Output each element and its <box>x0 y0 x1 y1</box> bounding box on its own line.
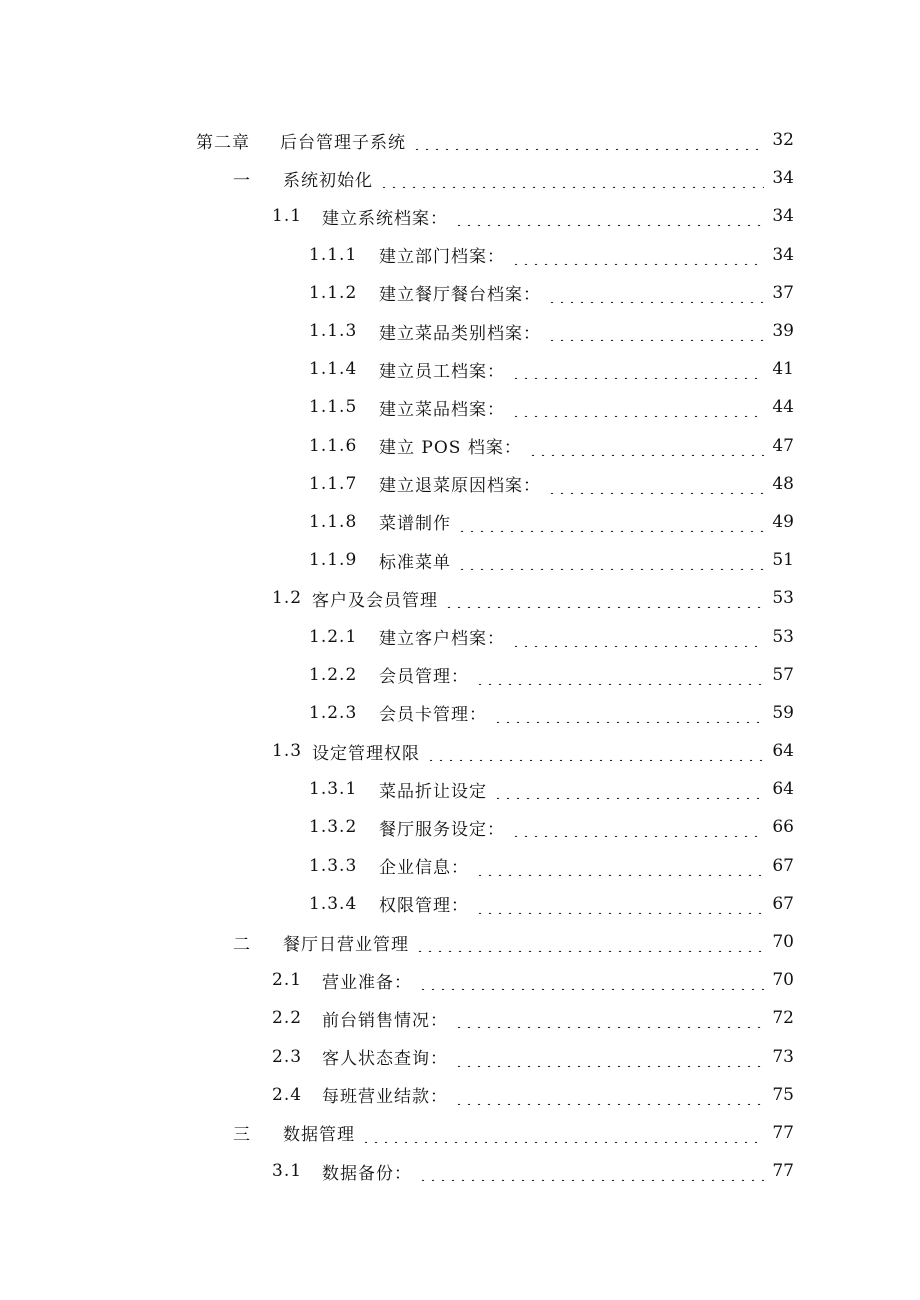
toc-entry[interactable] <box>0 999 920 1037</box>
toc-entry-page-number: 34 <box>772 244 794 265</box>
toc-entry[interactable] <box>0 1076 920 1114</box>
dot-leader <box>511 359 764 379</box>
toc-entry-number: 1.3.2 <box>309 817 358 838</box>
toc-entry-title: 营业准备： <box>322 972 412 993</box>
toc-entry-title: 建立菜品类别档案： <box>379 323 541 344</box>
dot-leader <box>511 397 764 417</box>
toc-entry-number: 1.2 <box>272 588 303 609</box>
dot-leader <box>528 436 764 456</box>
toc-entry-page-number: 67 <box>772 893 794 914</box>
toc-entry-page-number: 32 <box>772 130 794 151</box>
toc-entry-number: 1.3 <box>272 741 303 762</box>
toc-entry-page-number: 39 <box>772 321 794 342</box>
dot-leader <box>418 1161 764 1181</box>
toc-entry[interactable] <box>0 770 920 808</box>
toc-entry-number: 1.1.1 <box>309 244 358 265</box>
dot-leader <box>454 1047 764 1067</box>
toc-entry-page-number: 47 <box>772 435 794 456</box>
toc-entry-number: 1.1.3 <box>309 321 358 342</box>
toc-entry-title: 建立菜品档案： <box>379 399 505 420</box>
toc-entry-title: 前台销售情况： <box>322 1010 448 1031</box>
toc-entry-title: 餐厅日营业管理 <box>283 934 409 955</box>
toc-entry[interactable] <box>0 541 920 579</box>
toc-entry-title: 菜品折让设定 <box>379 781 487 802</box>
toc-entry-title: 会员卡管理： <box>379 705 487 726</box>
toc-entry-page-number: 77 <box>772 1122 794 1143</box>
toc-entry-title: 建立 POS 档案： <box>379 438 522 459</box>
toc-entry-page-number: 66 <box>772 817 794 838</box>
toc-entry-number: 3.1 <box>272 1161 303 1182</box>
dot-leader <box>493 703 764 723</box>
dot-leader <box>475 894 764 914</box>
toc-entry-number: 1.1.6 <box>309 435 358 456</box>
dot-leader <box>412 130 764 150</box>
table-of-contents <box>0 121 920 1190</box>
toc-entry-number: 1.1 <box>272 206 303 227</box>
toc-entry-page-number: 49 <box>772 511 794 532</box>
toc-entry-page-number: 34 <box>772 168 794 189</box>
toc-entry-number: 第二章 <box>196 132 250 153</box>
toc-entry-page-number: 77 <box>772 1161 794 1182</box>
toc-entry[interactable] <box>0 1038 920 1076</box>
toc-entry-title: 菜谱制作 <box>379 514 451 535</box>
toc-entry[interactable] <box>0 388 920 426</box>
toc-entry-page-number: 75 <box>772 1084 794 1105</box>
dot-leader <box>379 168 764 188</box>
toc-entry-page-number: 51 <box>772 550 794 571</box>
toc-entry-number: 1.1.2 <box>309 282 358 303</box>
toc-entry-number: 1.1.7 <box>309 473 358 494</box>
dot-leader <box>547 321 764 341</box>
toc-entry-page-number: 48 <box>772 473 794 494</box>
toc-entry-title: 建立员工档案： <box>379 361 505 382</box>
toc-entry-title: 会员管理： <box>379 667 469 688</box>
toc-entry-title: 标准菜单 <box>379 552 451 573</box>
toc-entry-page-number: 41 <box>772 359 794 380</box>
toc-entry-page-number: 64 <box>772 779 794 800</box>
toc-entry-page-number: 59 <box>772 702 794 723</box>
toc-entry-title: 餐厅服务设定： <box>379 819 505 840</box>
toc-entry[interactable] <box>0 427 920 465</box>
dot-leader <box>457 512 764 532</box>
toc-entry[interactable] <box>0 808 920 846</box>
dot-leader <box>418 970 764 990</box>
toc-entry-number: 1.1.4 <box>309 359 358 380</box>
dot-leader <box>511 627 764 647</box>
toc-entry-page-number: 67 <box>772 855 794 876</box>
dot-leader <box>457 550 764 570</box>
dot-leader <box>547 474 764 494</box>
toc-entry-title: 建立客户档案： <box>379 629 505 650</box>
toc-entry[interactable] <box>0 503 920 541</box>
toc-entry-number: 1.1.9 <box>309 550 358 571</box>
toc-entry[interactable] <box>0 350 920 388</box>
dot-leader <box>454 1008 764 1028</box>
toc-entry[interactable] <box>0 617 920 655</box>
toc-entry-page-number: 70 <box>772 932 794 953</box>
dot-leader <box>444 588 764 608</box>
toc-entry[interactable] <box>0 923 920 961</box>
toc-entry-number: 1.2.2 <box>309 664 358 685</box>
toc-entry-number: 2.2 <box>272 1008 303 1029</box>
toc-entry[interactable] <box>0 274 920 312</box>
toc-entry-title: 企业信息： <box>379 858 469 879</box>
toc-entry-number: 1.2.3 <box>309 702 358 723</box>
toc-entry-number: 三 <box>233 1125 251 1146</box>
toc-entry[interactable] <box>0 694 920 732</box>
toc-entry-title: 建立部门档案： <box>379 247 505 268</box>
toc-entry[interactable] <box>0 121 920 159</box>
dot-leader <box>415 932 764 952</box>
toc-entry[interactable] <box>0 312 920 350</box>
toc-entry-page-number: 44 <box>772 397 794 418</box>
toc-entry[interactable] <box>0 847 920 885</box>
toc-entry-number: 1.1.8 <box>309 511 358 532</box>
toc-entry[interactable] <box>0 656 920 694</box>
dot-leader <box>454 1085 764 1105</box>
toc-entry-number: 1.3.3 <box>309 855 358 876</box>
toc-entry[interactable] <box>0 579 920 617</box>
toc-entry-page-number: 37 <box>772 282 794 303</box>
dot-leader <box>511 817 764 837</box>
toc-entry-number: 二 <box>233 934 251 955</box>
toc-entry[interactable] <box>0 1152 920 1190</box>
dot-leader <box>426 741 764 761</box>
toc-entry-number: 一 <box>233 170 251 191</box>
toc-entry-title: 建立系统档案： <box>322 208 448 229</box>
toc-entry-title: 客户及会员管理 <box>312 590 438 611</box>
toc-entry-page-number: 34 <box>772 206 794 227</box>
dot-leader <box>511 245 764 265</box>
toc-entry-title: 建立餐厅餐台档案： <box>379 285 541 306</box>
toc-entry-title: 建立退菜原因档案： <box>379 476 541 497</box>
toc-entry-number: 2.1 <box>272 970 303 991</box>
toc-entry[interactable] <box>0 732 920 770</box>
toc-entry-page-number: 57 <box>772 664 794 685</box>
toc-entry-number: 1.2.1 <box>309 626 358 647</box>
toc-entry[interactable] <box>0 159 920 197</box>
toc-entry-title: 每班营业结款： <box>322 1087 448 1108</box>
toc-entry[interactable] <box>0 465 920 503</box>
toc-entry-page-number: 72 <box>772 1008 794 1029</box>
dot-leader <box>361 1123 764 1143</box>
toc-entry-page-number: 53 <box>772 588 794 609</box>
toc-entry[interactable] <box>0 236 920 274</box>
toc-entry-page-number: 64 <box>772 741 794 762</box>
toc-entry[interactable] <box>0 1114 920 1152</box>
toc-entry-title: 系统初始化 <box>283 170 373 191</box>
toc-entry-page-number: 70 <box>772 970 794 991</box>
toc-entry-page-number: 53 <box>772 626 794 647</box>
toc-entry-number: 2.3 <box>272 1046 303 1067</box>
dot-leader <box>547 283 764 303</box>
toc-entry-title: 客人状态查询： <box>322 1049 448 1070</box>
toc-entry-title: 设定管理权限 <box>312 743 420 764</box>
toc-entry-title: 数据管理 <box>283 1125 355 1146</box>
toc-entry[interactable] <box>0 197 920 235</box>
toc-entry[interactable] <box>0 885 920 923</box>
toc-entry-number: 2.4 <box>272 1084 303 1105</box>
toc-entry-page-number: 73 <box>772 1046 794 1067</box>
toc-entry-title: 权限管理： <box>379 896 469 917</box>
toc-entry-title: 数据备份： <box>322 1163 412 1184</box>
toc-entry-number: 1.1.5 <box>309 397 358 418</box>
toc-entry[interactable] <box>0 961 920 999</box>
dot-leader <box>475 856 764 876</box>
toc-entry-number: 1.3.1 <box>309 779 358 800</box>
toc-entry-title: 后台管理子系统 <box>280 132 406 153</box>
dot-leader <box>493 779 764 799</box>
dot-leader <box>454 206 764 226</box>
dot-leader <box>475 665 764 685</box>
toc-entry-number: 1.3.4 <box>309 893 358 914</box>
